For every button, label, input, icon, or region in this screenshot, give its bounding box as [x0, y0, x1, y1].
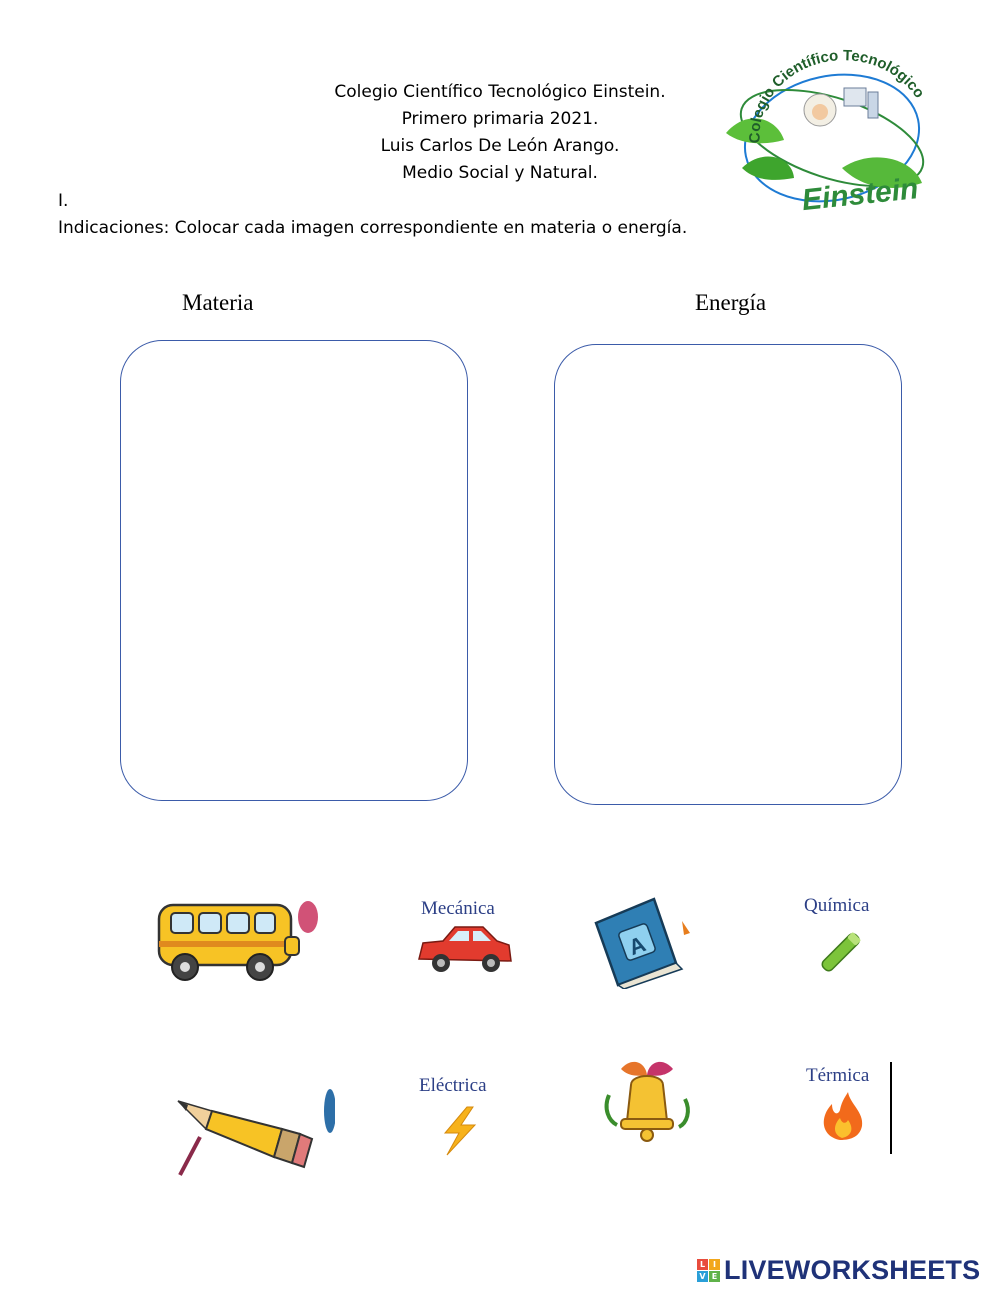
alphabet-book-icon: [592, 893, 692, 989]
bell-card[interactable]: [601, 1055, 693, 1148]
school-logo: [722, 48, 942, 218]
bell-icon: [601, 1055, 693, 1148]
energia-title: Energía: [695, 290, 767, 315]
lightning-icon: [415, 1103, 513, 1159]
materia-drop-zone[interactable]: [120, 340, 468, 801]
termica-card[interactable]: [802, 1062, 892, 1154]
car-icon: [413, 919, 518, 979]
svg-text:A: A: [625, 931, 649, 961]
energia-drop-zone[interactable]: [554, 344, 902, 805]
bus-card[interactable]: [155, 893, 325, 988]
brand-tile: L: [697, 1259, 708, 1270]
teacher-name: Luis Carlos De León Arango.: [380, 136, 620, 156]
liveworksheets-brand: [697, 1255, 980, 1285]
fire-icon: [802, 1090, 888, 1150]
materia-title: Materia: [182, 290, 254, 315]
grade-line: Primero primaria 2021.: [401, 109, 599, 129]
school-name: Colegio Científico Tecnológico Einstein.: [334, 82, 666, 102]
book-card[interactable]: [592, 893, 692, 989]
brand-logo-icon: [697, 1259, 720, 1282]
electrica-label: Eléctrica: [419, 1075, 487, 1096]
quimica-label: Química: [804, 895, 870, 916]
instructions: Indicaciones: Colocar cada imagen correspondiente en materia o energía.: [58, 218, 688, 238]
logo-name: Einstein: [800, 172, 920, 218]
subject-line: Medio Social y Natural.: [402, 163, 598, 183]
brand-text: LIVEWORKSHEETS: [724, 1254, 981, 1285]
pencil-card[interactable]: [172, 1081, 335, 1179]
test-tube-icon: [800, 923, 885, 983]
mecanica-card[interactable]: [413, 895, 518, 980]
brand-tile: I: [709, 1259, 720, 1270]
pencil-icon: [172, 1081, 335, 1179]
quimica-card[interactable]: [800, 893, 885, 983]
electrica-card[interactable]: [415, 1073, 513, 1157]
school-bus-icon: [155, 893, 325, 988]
termica-label: Térmica: [806, 1065, 870, 1086]
logo-arc-text: Colegio Científico Tecnológico: [746, 48, 928, 144]
section-number: I.: [58, 191, 69, 211]
brand-tile: V: [697, 1271, 708, 1282]
brand-tile: E: [709, 1271, 720, 1282]
mecanica-label: Mecánica: [421, 898, 495, 919]
